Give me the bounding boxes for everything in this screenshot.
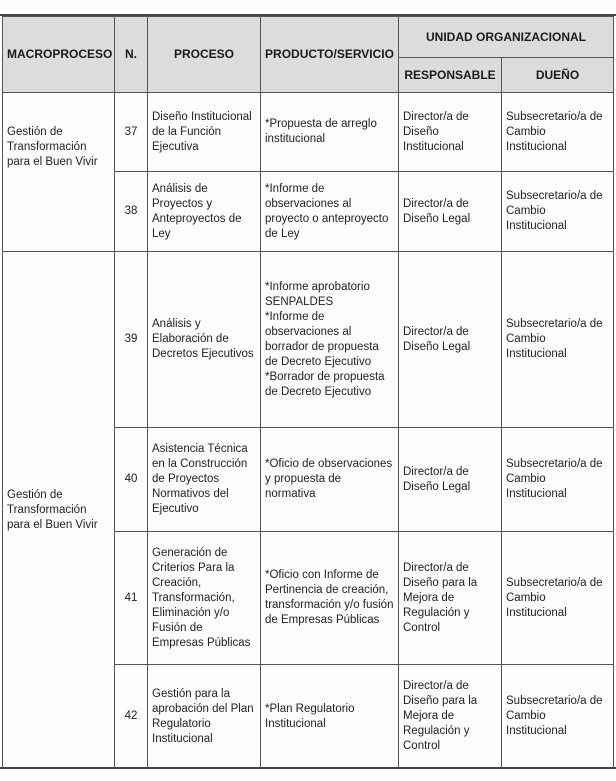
responsable-cell: Director/a de Diseño Legal [399, 428, 502, 532]
proceso-cell: Diseño Institucional de la Función Ejecutiva [148, 93, 261, 172]
macroproceso-cell: Gestión de Transformación para el Buen Vivir [3, 252, 115, 769]
dueno-cell: Subsecretario/a de Cambio Institucional [502, 252, 614, 428]
header-unidad-organizacional: UNIDAD ORGANIZACIONAL [399, 17, 614, 58]
dueno-cell: Subsecretario/a de Cambio Institucional [502, 665, 614, 769]
responsable-cell: Director/a de Diseño Legal [399, 252, 502, 428]
header-macroproceso: MACROPROCESO [3, 17, 115, 93]
responsable-cell: Director/a de Diseño Institucional [399, 93, 502, 172]
row-number: 41 [115, 532, 148, 665]
process-table [2, 16, 614, 769]
producto-cell [261, 252, 399, 428]
header-proceso: PROCESO [148, 17, 261, 93]
row-number: 37 [115, 93, 148, 172]
row-number: 38 [115, 172, 148, 252]
proceso-cell: Análisis de Proyectos y Anteproyectos de Ley [148, 172, 261, 252]
producto-cell: *Oficio de observaciones y propuesta de normativa [261, 428, 399, 532]
producto-line: *Informe de observaciones al borrador de propuesta de Decreto Ejecutivo [265, 310, 379, 368]
table-row [3, 93, 614, 172]
proceso-cell: Asistencia Técnica en la Construcción de Proyectos Normativos del Ejecutivo [148, 428, 261, 532]
dueno-cell: Subsecretario/a de Cambio Institucional [502, 532, 614, 665]
macroproceso-cell: Gestión de Transformación para el Buen Vivir [3, 93, 115, 252]
table-row [3, 252, 614, 428]
header-responsable: RESPONSABLE [399, 58, 502, 93]
proceso-cell: Gestión para la aprobación del Plan Regulatorio Institucional [148, 665, 261, 769]
header-dueno: DUEÑO [502, 58, 614, 93]
row-number: 42 [115, 665, 148, 769]
responsable-cell: Director/a de Diseño para la Mejora de Regulación y Control [399, 665, 502, 769]
dueno-cell: Subsecretario/a de Cambio Institucional [502, 172, 614, 252]
producto-line: *Informe aprobatorio SENPALDES [265, 280, 370, 308]
row-number: 39 [115, 252, 148, 428]
proceso-cell: Análisis y Elaboración de Decretos Ejecutivos [148, 252, 261, 428]
header-producto: PRODUCTO/SERVICIO [261, 17, 399, 93]
header-n: N. [115, 17, 148, 93]
producto-cell: *Propuesta de arreglo institucional [261, 93, 399, 172]
row-number: 40 [115, 428, 148, 532]
producto-cell: *Informe de observaciones al proyecto o anteproyecto de Ley [261, 172, 399, 252]
dueno-cell: Subsecretario/a de Cambio Institucional [502, 93, 614, 172]
bottom-rule [0, 767, 616, 769]
producto-cell: *Oficio con Informe de Pertinencia de creación, transformación y/o fusión de Empresas Públicas [261, 532, 399, 665]
responsable-cell: Director/a de Diseño Legal [399, 172, 502, 252]
producto-cell: *Plan Regulatorio Institucional [261, 665, 399, 769]
dueno-cell: Subsecretario/a de Cambio Institucional [502, 428, 614, 532]
producto-line: *Borrador de propuesta de Decreto Ejecutivo [265, 370, 385, 398]
responsable-cell: Director/a de Diseño para la Mejora de Regulación y Control [399, 532, 502, 665]
proceso-cell: Generación de Criterios Para la Creación, Transformación, Eliminación y/o Fusión de Empresas Públicas [148, 532, 261, 665]
